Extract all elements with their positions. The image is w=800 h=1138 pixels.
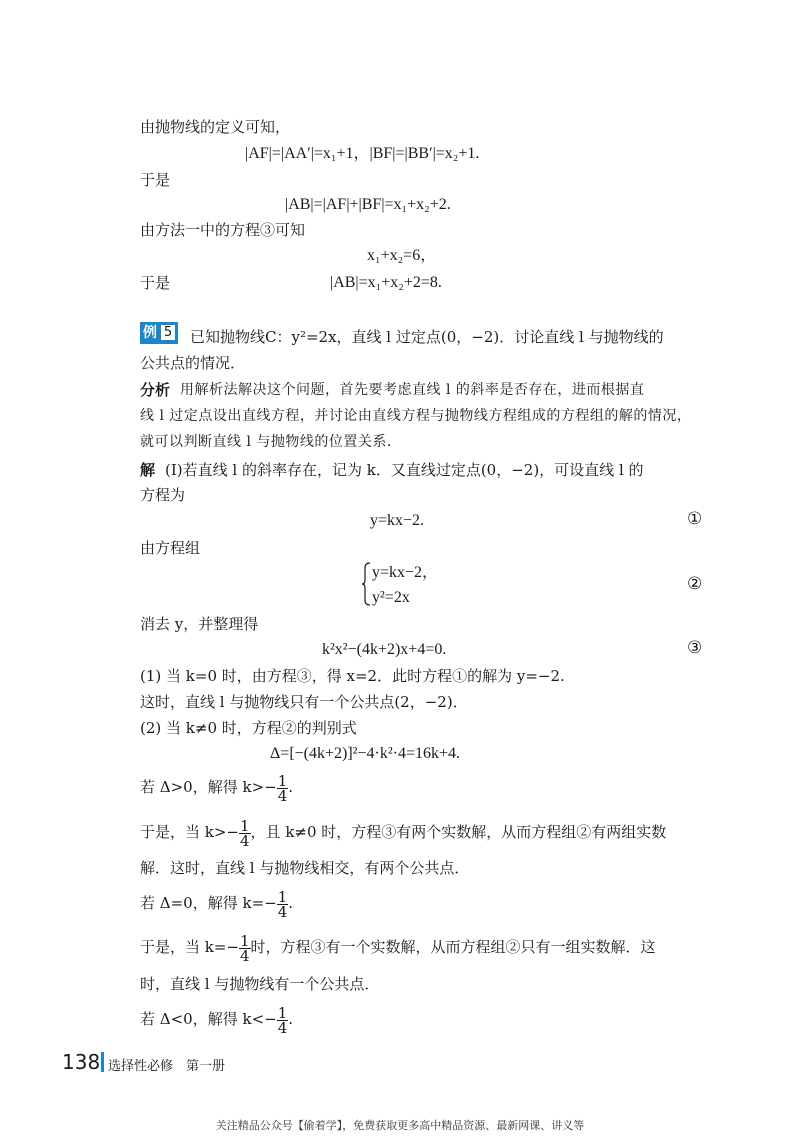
system-brace [361,562,371,606]
equation: y=kx−2. [370,512,425,529]
equation: x₁+x₂=6， [367,247,437,264]
solution-text: (2) 当 k≠0 时，方程②的判别式 [140,719,357,737]
solution-text: 这时，直线 l 与抛物线只有一个公共点(2，−2)． [140,693,468,711]
equation: |AB|=|AF|+|BF|=x₁+x₂+2. [285,196,451,213]
fraction: $\frac{1}{4}$ [277,1003,288,1037]
solution-text: 方程为 [140,486,186,504]
result-line: 于是，当 k=− $\frac{1}{4}$ 时，方程③有一个实数解，从而方程组②只有一组实数解．这 [140,931,656,965]
equation-number: ① [687,509,703,529]
system-equation: y=kx−2， [372,564,439,581]
solution-text: 时，直线 l 与抛物线有一个公共点． [140,975,380,993]
example-text: 已知抛物线C：y²=2x，直线 l 过定点(0，−2)．讨论直线 l 与抛物线的 [190,328,664,346]
page-number: 138 [62,1050,101,1074]
fraction: $\frac{1}{4}$ [277,887,288,921]
fraction: $\frac{1}{4}$ [240,931,250,965]
fraction: $\frac{1}{4}$ [240,816,250,850]
solution-text: 消去 y，并整理得 [140,615,259,633]
result-line: 于是，当 k>− $\frac{1}{4}$ ，且 k≠0 时，方程③有两个实数解，从而方程组②有两组实数 [140,816,667,850]
equation: k²x²−(4k+2)x+4=0. [322,641,447,658]
result-line: 若 Δ>0，解得 k>− $\frac{1}{4}$ . [140,771,294,805]
equation: Δ=[−(4k+2)]²−4·k²·4=16k+4. [270,745,460,762]
text-line: 由抛物线的定义可知， [140,118,291,136]
text-line: 于是 [140,171,171,189]
text-line: 于是 [140,274,171,292]
equation-number: ③ [687,638,703,658]
text-line: 由方法一中的方程③可知 [140,221,306,239]
analysis-text: 线 l 过定点设出直线方程，并讨论由直线方程与抛物线方程组成的方程组的解的情况， [140,408,692,424]
solution-text: (1) 当 k=0 时，由方程③，得 x=2．此时方程①的解为 y=−2. [140,667,565,685]
result-line: 若 Δ<0，解得 k<− $\frac{1}{4}$ . [140,1003,294,1037]
equation: |AB|=x₁+x₂+2=8. [330,274,442,291]
solution-text: 解．这时，直线 l 与抛物线相交，有两个公共点． [140,859,470,877]
equation-number: ② [687,574,703,594]
result-line: 若 Δ=0，解得 k=− $\frac{1}{4}$ . [140,887,294,921]
analysis-text: 用解析法解决这个问题，首先要考虑直线 l 的斜率是否存在，进而根据直 [180,382,645,398]
solution-label: 解 [140,461,156,479]
solution-text: (Ⅰ)若直线 l 的斜率存在，记为 k．又直线过定点(0，−2)，可设直线 l 的 [165,461,644,479]
example-label: 例 [140,322,178,344]
footer-divider [101,1052,104,1072]
analysis-text: 就可以判断直线 l 与抛物线的位置关系． [140,434,402,450]
equation: |AF|=|AA′|=x₁+1，|BF|=|BB′|=x₂+1. [245,145,480,162]
fraction: $\frac{1}{4}$ [277,771,288,805]
analysis-label: 分析 [140,381,171,399]
example-number: 5 [161,325,175,340]
system-equation: y²=2x [372,589,410,606]
watermark-text: 关注精品公众号【偷着学】，免费获取更多高中精品资源、最新网课、讲义等 [215,1119,585,1132]
solution-text: 由方程组 [140,539,201,557]
example-text: 公共点的情况． [140,354,246,372]
book-title: 选择性必修 第一册 [108,1059,226,1074]
